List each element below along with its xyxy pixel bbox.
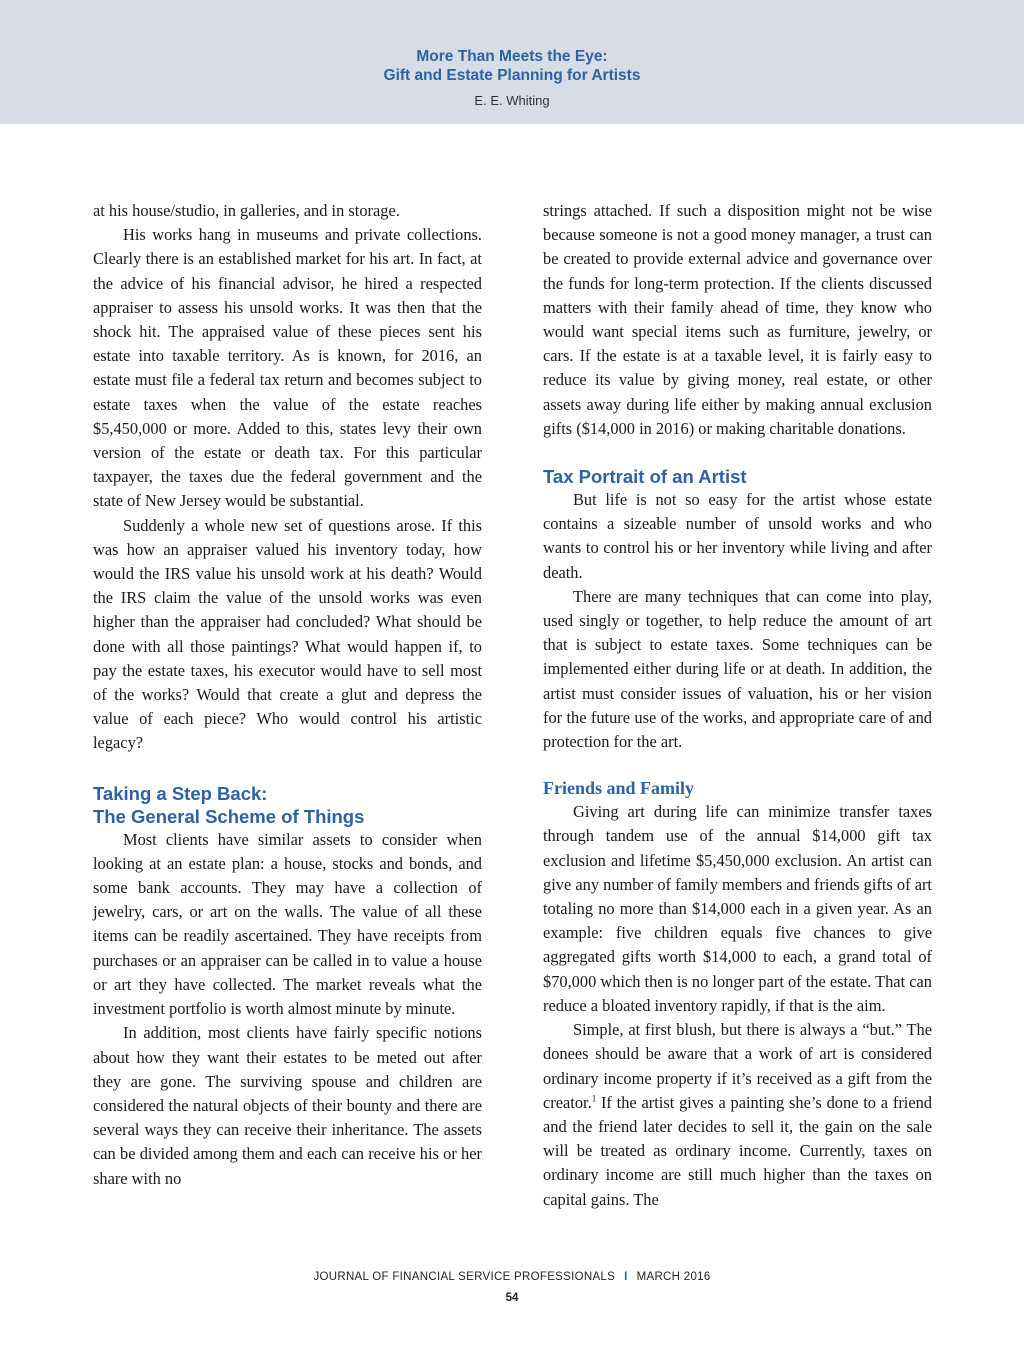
paragraph-text: Simple, at first blush, but there is always a “but.” The donees should be aware that a work of art is considered ordinary income property if it’s received as a gift from the creator. (543, 1020, 932, 1112)
article-title-line1: More Than Meets the Eye: (416, 48, 608, 65)
paragraph: His works hang in museums and private collections. Clearly there is an established market for his art. In fact, at the advice of his financial advisor, he hired a respected appraiser to assess his unsold works. It was then that the shock hit. The appraised value of these pieces sent his estate into taxable territory. As is known, for 2016, an estate must file a federal tax return and becomes subject to estate taxes when the value of the estate reaches $5,450,000 or more. Added to this, states levy their own version of the estate or death tax. For this particular taxpayer, the taxes due the federal government and the state of New Jersey would be substantial. (93, 225, 482, 511)
section-heading: Tax Portrait of an Artist (543, 466, 747, 488)
section-heading-line2: The General Scheme of Things (93, 805, 365, 827)
footnote-marker: 1 (591, 1093, 597, 1104)
article-author: E. E. Whiting (474, 93, 550, 108)
section-heading (93, 782, 482, 828)
paragraph: Suddenly a whole new set of questions arose. If this was how an appraiser valued his inventory today, how would the IRS value his unsold work at his death? Would the IRS claim the value of the unsold works was even higher than the appraiser had concluded? What should be done with all those paintings? What would happen if, to pay the estate taxes, his executor would have to sell most of the works? Would that create a glut and depress the value of each piece? Who would control his artistic legacy? (93, 515, 482, 753)
section-heading-line1: Taking a Step Back: (93, 782, 268, 804)
article-title-line2: Gift and Estate Planning for Artists (383, 67, 641, 84)
running-header (0, 0, 1024, 124)
paragraph: In addition, most clients have fairly specific notions about how they want their estates to be meted out after they are gone. The surviving spouse and children are considered the natural objects of their bounty and there are several ways they can receive their inheritance. The assets can be divided among them and each can receive his or her share with no (93, 1023, 482, 1188)
right-column (543, 199, 932, 1212)
paragraph: But life is not so easy for the artist whose estate contains a sizeable number of unsold works and who wants to control his or her inventory while living and after death. (543, 490, 932, 582)
footer-separator: I (624, 1271, 628, 1283)
paragraph-text: If the artist gives a painting she’s done to a friend and the friend later decides to sell it, the gain on the sale will be treated as ordinary income. Currently, taxes on ordinary income are still much higher than the taxes on capital gains. The (543, 1092, 932, 1209)
paragraph: Giving art during life can minimize transfer taxes through tandem use of the annual $14,000 gift tax exclusion and lifetime $5,450,000 exclusion. An artist can give any number of family members and friends gifts of art totaling no more than $14,000 each in a given year. As an example: five children equals five chances to give aggregated gifts worth $14,000 to each, a grand total of $70,000 which then is no longer part of the estate. That can reduce a bloated inventory rapidly, if that is the aim. (543, 802, 932, 1015)
paragraph: at his house/studio, in galleries, and in storage. (93, 201, 400, 220)
left-column (93, 199, 482, 1191)
paragraph (543, 1018, 932, 1212)
issue-date: MARCH 2016 (636, 1271, 711, 1283)
running-footer (0, 1271, 1024, 1283)
journal-name: JOURNAL OF FINANCIAL SERVICE PROFESSIONALS (313, 1271, 616, 1283)
paragraph: Most clients have similar assets to consider when looking at an estate plan: a house, stocks and bonds, and some bank accounts. They may have a collection of jewelry, cars, or art on the walls. The value of all these items can be readily ascertained. They have receipts from purchases or an appraiser can be called in to value a house or art they have collected. The market reveals what the investment portfolio is worth almost minute by minute. (93, 829, 482, 1019)
paragraph: There are many techniques that can come into play, used singly or together, to help reduce the amount of art that is subject to estate taxes. Some techniques can be implemented either during life or at death. In addition, the artist must consider issues of valuation, his or her vision for the future use of the works, and appropriate care of and protection for the art. (543, 586, 932, 752)
page-number: 54 (505, 1292, 519, 1304)
paragraph: strings attached. If such a disposition might not be wise because someone is not a good money manager, a trust can be created to provide external advice and governance over the funds for long-term protection. If the clients discussed matters with their family ahead of time, they know who would want special items such as furniture, jewelry, or cars. If the estate is at a taxable level, it is fairly easy to reduce its value by giving money, real estate, or other assets away during life either by making annual exclusion gifts ($14,000 in 2016) or making charitable donations. (543, 201, 932, 438)
subsection-heading: Friends and Family (543, 778, 695, 799)
